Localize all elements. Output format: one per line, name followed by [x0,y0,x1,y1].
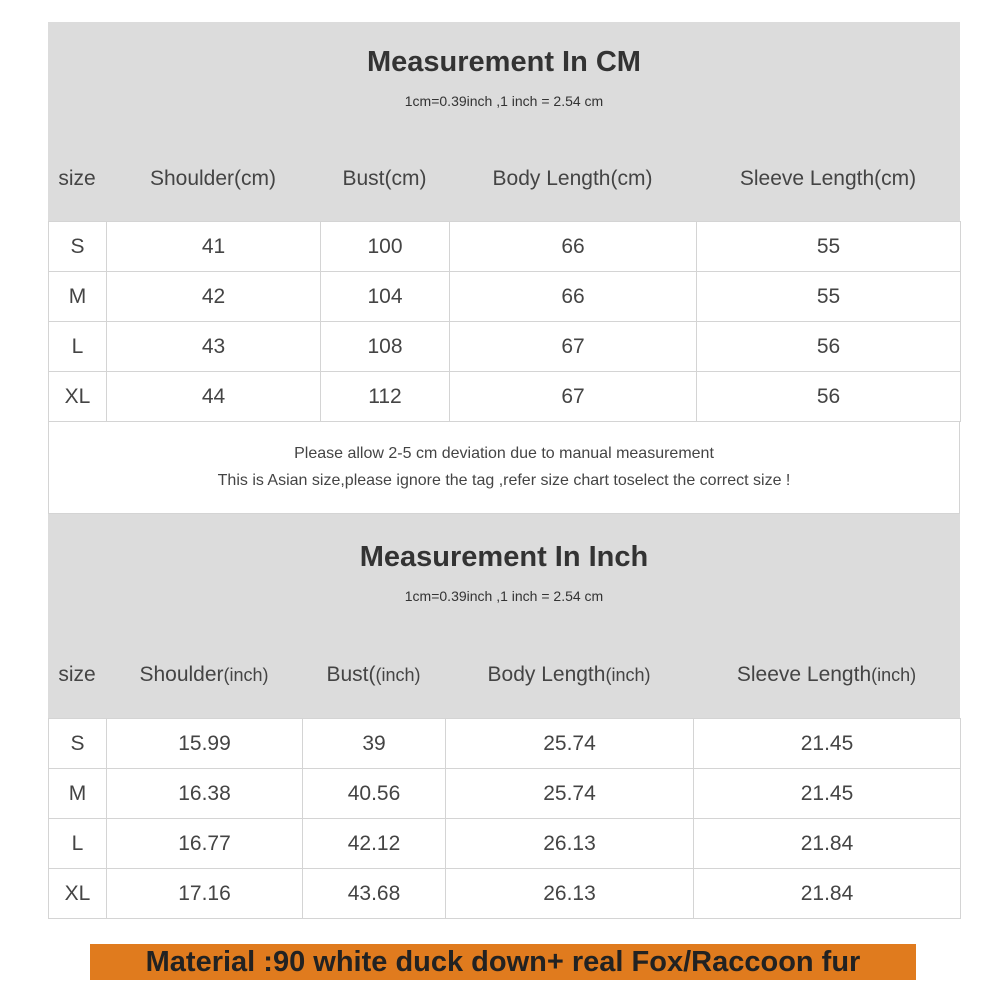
cm-col-bust: Bust(cm) [342,167,427,190]
cm-col-size: size [58,167,96,190]
cm-header [48,22,960,221]
cm-cell-bust: 108 [321,322,450,372]
cm-cell-shoulder: 44 [107,372,321,422]
inch-cell-size: M [49,769,107,819]
inch-cell-size: XL [49,869,107,919]
inch-cell-body-length: 25.74 [446,719,694,769]
inch-table-row [49,769,961,819]
cm-cell-shoulder: 42 [107,272,321,322]
inch-col-size: size [58,663,96,686]
inch-col-shoulder: Shoulder(inch) [139,663,269,686]
deviation-note-line: Please allow 2-5 cm deviation due to manual measurement [294,445,714,462]
cm-cell-size: XL [49,372,107,422]
inch-table-row [49,719,961,769]
inch-cell-shoulder: 16.38 [107,769,303,819]
inch-cell-shoulder: 15.99 [107,719,303,769]
inch-table-row [49,819,961,869]
inch-cell-size: L [49,819,107,869]
inch-title: Measurement In Inch [359,541,649,573]
cm-cell-size: L [49,322,107,372]
inch-col-body-length: Body Length(inch) [487,663,651,686]
inch-cell-body-length: 26.13 [446,819,694,869]
cm-cell-sleeve-length: 56 [697,372,961,422]
cm-table-row [49,372,961,422]
inch-header [48,514,960,718]
cm-subtitle: 1cm=0.39inch ,1 inch = 2.54 cm [404,93,604,109]
cm-cell-size: M [49,272,107,322]
cm-table [48,221,961,422]
cm-cell-bust: 100 [321,222,450,272]
inch-cell-bust: 39 [303,719,446,769]
cm-cell-sleeve-length: 56 [697,322,961,372]
cm-deviation-note [48,422,960,514]
inch-cell-size: S [49,719,107,769]
cm-cell-bust: 112 [321,372,450,422]
cm-title: Measurement In CM [367,46,641,78]
inch-cell-body-length: 26.13 [446,869,694,919]
cm-col-sleeve-length: Sleeve Length(cm) [739,167,917,190]
cm-cell-body-length: 67 [450,322,697,372]
cm-cell-body-length: 67 [450,372,697,422]
inch-table-row [49,869,961,919]
cm-size-chart [48,22,960,489]
inch-cell-sleeve-length: 21.45 [694,769,961,819]
cm-cell-body-length: 66 [450,272,697,322]
cm-cell-shoulder: 41 [107,222,321,272]
cm-cell-shoulder: 43 [107,322,321,372]
cm-table-row [49,322,961,372]
inch-cell-sleeve-length: 21.45 [694,719,961,769]
cm-cell-bust: 104 [321,272,450,322]
inch-subtitle: 1cm=0.39inch ,1 inch = 2.54 cm [404,588,604,604]
inch-cell-sleeve-length: 21.84 [694,869,961,919]
inch-cell-shoulder: 17.16 [107,869,303,919]
inch-table [48,718,961,919]
inch-cell-sleeve-length: 21.84 [694,819,961,869]
cm-col-body-length: Body Length(cm) [492,167,653,190]
material-banner: Material :90 white duck down+ real Fox/Raccoon fur [90,944,916,980]
cm-cell-body-length: 66 [450,222,697,272]
cm-cell-sleeve-length: 55 [697,222,961,272]
inch-col-sleeve-length: Sleeve Length(inch) [736,663,917,686]
cm-cell-size: S [49,222,107,272]
cm-table-row [49,272,961,322]
inch-col-bust: Bust((inch) [326,663,421,686]
cm-col-shoulder: Shoulder(cm) [149,167,277,190]
cm-table-row [49,222,961,272]
inch-cell-bust: 42.12 [303,819,446,869]
inch-cell-bust: 43.68 [303,869,446,919]
inch-size-chart [48,514,960,905]
asian-size-note-line: This is Asian size,please ignore the tag ,refer size chart toselect the correct size ! [217,472,791,489]
cm-cell-sleeve-length: 55 [697,272,961,322]
inch-cell-shoulder: 16.77 [107,819,303,869]
inch-cell-bust: 40.56 [303,769,446,819]
inch-cell-body-length: 25.74 [446,769,694,819]
